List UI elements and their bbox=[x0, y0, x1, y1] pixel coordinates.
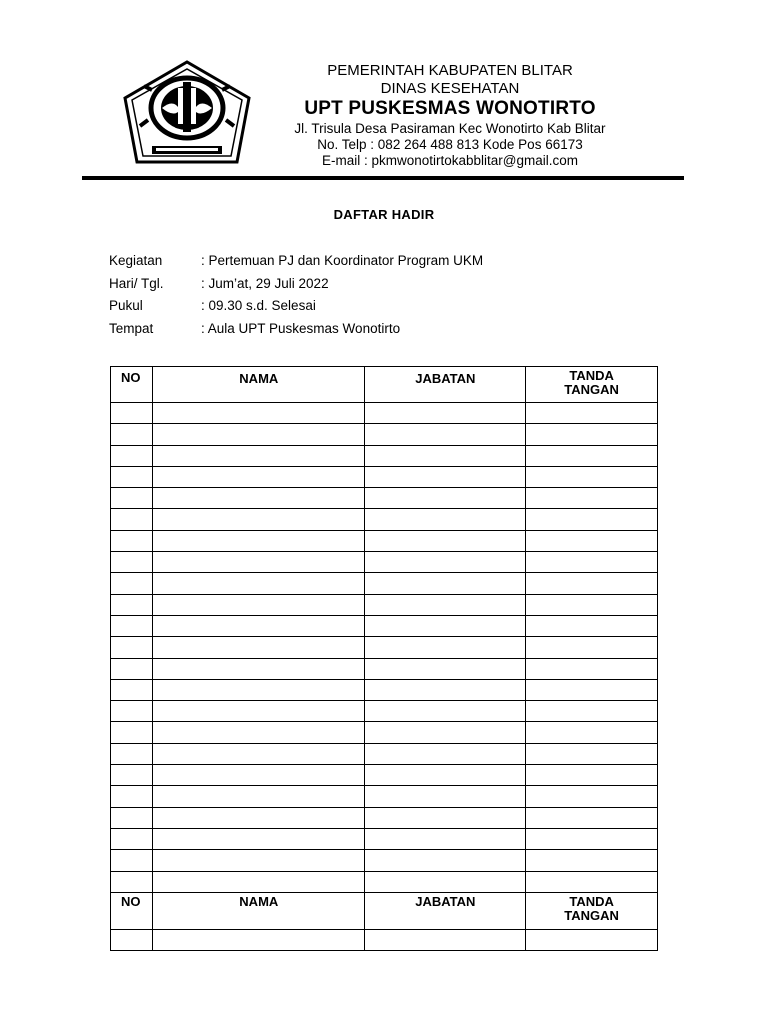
header-divider bbox=[82, 176, 684, 180]
cell-jabatan[interactable] bbox=[365, 807, 526, 828]
cell-tanda-tangan[interactable] bbox=[526, 701, 658, 722]
header-jabatan: JABATAN bbox=[365, 367, 526, 403]
cell-nama[interactable] bbox=[153, 509, 365, 530]
info-row-pukul bbox=[109, 297, 483, 320]
letterhead-email: E-mail : pkmwonotirtokabblitar@gmail.com bbox=[321, 153, 579, 168]
cell-no[interactable] bbox=[111, 871, 153, 892]
cell-nama[interactable] bbox=[153, 679, 365, 700]
header-tanda-tangan bbox=[526, 367, 658, 403]
table-row bbox=[111, 488, 658, 509]
cell-tanda-tangan[interactable] bbox=[526, 466, 658, 487]
cell-jabatan[interactable] bbox=[365, 488, 526, 509]
cell-jabatan[interactable] bbox=[365, 786, 526, 807]
cell-tanda-tangan[interactable] bbox=[526, 929, 658, 950]
table-header-row bbox=[111, 367, 658, 403]
table-row bbox=[111, 445, 658, 466]
cell-jabatan[interactable] bbox=[365, 722, 526, 743]
cell-tanda-tangan[interactable] bbox=[526, 658, 658, 679]
cell-nama[interactable] bbox=[153, 615, 365, 636]
letterhead-address: Jl. Trisula Desa Pasiraman Kec Wonotirto Kab Blitar bbox=[294, 121, 606, 136]
info-label: Kegiatan bbox=[109, 253, 163, 268]
cell-jabatan[interactable] bbox=[365, 850, 526, 871]
table-row bbox=[111, 722, 658, 743]
cell-no[interactable] bbox=[111, 929, 153, 950]
cell-tanda-tangan[interactable] bbox=[526, 488, 658, 509]
header-jabatan: JABATAN bbox=[365, 892, 526, 929]
table-row bbox=[111, 573, 658, 594]
cell-tanda-tangan[interactable] bbox=[526, 871, 658, 892]
info-value: : Jum’at, 29 Juli 2022 bbox=[201, 275, 329, 291]
info-row-hari bbox=[109, 275, 483, 298]
cell-nama[interactable] bbox=[153, 765, 365, 786]
cell-jabatan[interactable] bbox=[365, 658, 526, 679]
header-tangan: TANGAN bbox=[564, 382, 619, 397]
cell-jabatan[interactable] bbox=[365, 403, 526, 424]
cell-nama[interactable] bbox=[153, 637, 365, 658]
cell-nama[interactable] bbox=[153, 424, 365, 445]
cell-nama[interactable] bbox=[153, 403, 365, 424]
cell-no[interactable] bbox=[111, 701, 153, 722]
cell-no[interactable] bbox=[111, 722, 153, 743]
cell-tanda-tangan[interactable] bbox=[526, 615, 658, 636]
cell-nama[interactable] bbox=[153, 701, 365, 722]
cell-tanda-tangan[interactable] bbox=[526, 594, 658, 615]
cell-tanda-tangan[interactable] bbox=[526, 530, 658, 551]
cell-jabatan[interactable] bbox=[365, 743, 526, 764]
document-title: DAFTAR HADIR bbox=[333, 207, 435, 222]
cell-tanda-tangan[interactable] bbox=[526, 786, 658, 807]
cell-nama[interactable] bbox=[153, 445, 365, 466]
cell-tanda-tangan[interactable] bbox=[526, 828, 658, 849]
cell-jabatan[interactable] bbox=[365, 871, 526, 892]
cell-nama[interactable] bbox=[153, 807, 365, 828]
header-tanda: TANDA bbox=[569, 893, 614, 909]
cell-jabatan[interactable] bbox=[365, 679, 526, 700]
table-row bbox=[111, 871, 658, 892]
cell-tanda-tangan[interactable] bbox=[526, 573, 658, 594]
cell-no[interactable] bbox=[111, 828, 153, 849]
table-row bbox=[111, 658, 658, 679]
cell-jabatan[interactable] bbox=[365, 445, 526, 466]
cell-nama[interactable] bbox=[153, 786, 365, 807]
cell-nama[interactable] bbox=[153, 530, 365, 551]
table-row bbox=[111, 929, 658, 950]
header-tanda-tangan bbox=[526, 892, 658, 929]
cell-no[interactable] bbox=[111, 488, 153, 509]
cell-no[interactable] bbox=[111, 403, 153, 424]
cell-no[interactable] bbox=[111, 786, 153, 807]
table-row bbox=[111, 701, 658, 722]
cell-no[interactable] bbox=[111, 807, 153, 828]
table-row bbox=[111, 594, 658, 615]
cell-jabatan[interactable] bbox=[365, 828, 526, 849]
table-row bbox=[111, 552, 658, 573]
cell-tanda-tangan[interactable] bbox=[526, 509, 658, 530]
table-row bbox=[111, 403, 658, 424]
table-row bbox=[111, 637, 658, 658]
cell-tanda-tangan[interactable] bbox=[526, 679, 658, 700]
cell-nama[interactable] bbox=[153, 573, 365, 594]
table-row bbox=[111, 828, 658, 849]
letterhead-institution: UPT PUSKESMAS WONOTIRTO bbox=[304, 98, 596, 119]
cell-no[interactable] bbox=[111, 594, 153, 615]
cell-tanda-tangan[interactable] bbox=[526, 765, 658, 786]
header-no: NO bbox=[111, 892, 153, 929]
cell-no[interactable] bbox=[111, 530, 153, 551]
cell-jabatan[interactable] bbox=[365, 637, 526, 658]
cell-nama[interactable] bbox=[153, 743, 365, 764]
table-row bbox=[111, 615, 658, 636]
table-row bbox=[111, 509, 658, 530]
cell-nama[interactable] bbox=[153, 929, 365, 950]
cell-jabatan[interactable] bbox=[365, 701, 526, 722]
cell-no[interactable] bbox=[111, 445, 153, 466]
cell-tanda-tangan[interactable] bbox=[526, 743, 658, 764]
table-row bbox=[111, 466, 658, 487]
header-nama: NAMA bbox=[153, 892, 365, 929]
cell-no[interactable] bbox=[111, 552, 153, 573]
cell-tanda-tangan[interactable] bbox=[526, 722, 658, 743]
cell-jabatan[interactable] bbox=[365, 594, 526, 615]
cell-nama[interactable] bbox=[153, 488, 365, 509]
info-label: Hari/ Tgl. bbox=[109, 275, 164, 291]
cell-tanda-tangan[interactable] bbox=[526, 424, 658, 445]
info-label: Tempat bbox=[109, 320, 154, 336]
info-value: : 09.30 s.d. Selesai bbox=[201, 298, 316, 313]
cell-tanda-tangan[interactable] bbox=[526, 637, 658, 658]
event-info bbox=[109, 252, 483, 342]
cell-no[interactable] bbox=[111, 765, 153, 786]
cell-nama[interactable] bbox=[153, 466, 365, 487]
cell-tanda-tangan[interactable] bbox=[526, 850, 658, 871]
cell-nama[interactable] bbox=[153, 871, 365, 892]
cell-no[interactable] bbox=[111, 573, 153, 594]
info-row-kegiatan bbox=[109, 252, 483, 275]
cell-no[interactable] bbox=[111, 743, 153, 764]
table-row bbox=[111, 850, 658, 871]
info-value: : Pertemuan PJ dan Koordinator Program UKM bbox=[201, 253, 484, 268]
cell-nama[interactable] bbox=[153, 828, 365, 849]
letterhead-department: DINAS KESEHATAN bbox=[380, 80, 520, 97]
info-value: : Aula UPT Puskesmas Wonotirto bbox=[201, 320, 401, 336]
cell-jabatan[interactable] bbox=[365, 424, 526, 445]
info-label: Pukul bbox=[109, 298, 143, 313]
header-tanda: TANDA bbox=[569, 368, 614, 383]
cell-no[interactable] bbox=[111, 679, 153, 700]
letterhead-government: PEMERINTAH KABUPATEN BLITAR bbox=[327, 62, 573, 79]
letterhead-phone: No. Telp : 082 264 488 813 Kode Pos 66173 bbox=[317, 137, 583, 152]
header-tangan: TANGAN bbox=[564, 907, 619, 923]
cell-jabatan[interactable] bbox=[365, 509, 526, 530]
letterhead bbox=[250, 60, 650, 169]
cell-nama[interactable] bbox=[153, 552, 365, 573]
cell-nama[interactable] bbox=[153, 722, 365, 743]
cell-nama[interactable] bbox=[153, 850, 365, 871]
cell-nama[interactable] bbox=[153, 658, 365, 679]
table-header-row-repeat bbox=[111, 892, 658, 929]
table-row bbox=[111, 530, 658, 551]
header-nama: NAMA bbox=[153, 367, 365, 403]
table-row bbox=[111, 807, 658, 828]
cell-tanda-tangan[interactable] bbox=[526, 807, 658, 828]
cell-tanda-tangan[interactable] bbox=[526, 403, 658, 424]
attendance-table bbox=[110, 366, 658, 951]
table-row bbox=[111, 424, 658, 445]
header-no: NO bbox=[111, 367, 153, 403]
cell-no[interactable] bbox=[111, 637, 153, 658]
cell-jabatan[interactable] bbox=[365, 530, 526, 551]
table-row bbox=[111, 786, 658, 807]
cell-nama[interactable] bbox=[153, 594, 365, 615]
cell-no[interactable] bbox=[111, 424, 153, 445]
government-logo bbox=[122, 60, 252, 166]
cell-no[interactable] bbox=[111, 466, 153, 487]
cell-no[interactable] bbox=[111, 509, 153, 530]
cell-jabatan[interactable] bbox=[365, 466, 526, 487]
table-row bbox=[111, 743, 658, 764]
table-row bbox=[111, 679, 658, 700]
cell-no[interactable] bbox=[111, 658, 153, 679]
cell-jabatan[interactable] bbox=[365, 552, 526, 573]
cell-jabatan[interactable] bbox=[365, 765, 526, 786]
cell-jabatan[interactable] bbox=[365, 573, 526, 594]
cell-tanda-tangan[interactable] bbox=[526, 445, 658, 466]
cell-jabatan[interactable] bbox=[365, 929, 526, 950]
cell-no[interactable] bbox=[111, 615, 153, 636]
cell-tanda-tangan[interactable] bbox=[526, 552, 658, 573]
table-row bbox=[111, 765, 658, 786]
cell-no[interactable] bbox=[111, 850, 153, 871]
cell-jabatan[interactable] bbox=[365, 615, 526, 636]
info-row-tempat bbox=[109, 320, 483, 343]
